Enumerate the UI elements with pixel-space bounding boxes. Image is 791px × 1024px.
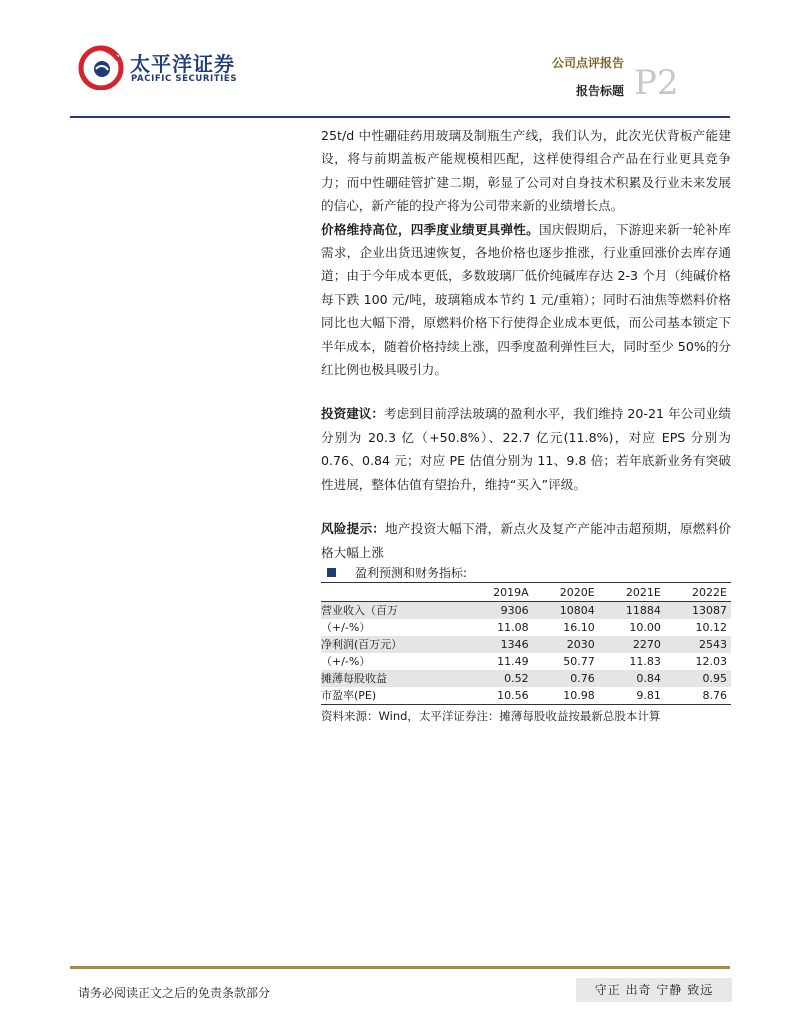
table-cell: 10.12 xyxy=(695,621,727,634)
paragraph-risk xyxy=(321,517,731,564)
table-cell: 10.00 xyxy=(629,621,661,634)
logo-chinese-name: 太平洋证券 xyxy=(130,52,235,76)
table-cell: 50.77 xyxy=(563,655,595,668)
row-label: （+/-%） xyxy=(321,621,371,634)
table-row xyxy=(321,670,731,687)
footer-divider xyxy=(70,966,730,969)
column-header xyxy=(321,583,466,602)
logo-english-name: PACIFIC SECURITIES xyxy=(131,74,238,84)
table-cell: 9306 xyxy=(466,602,533,620)
table-cell: 0.95 xyxy=(665,670,731,687)
table-cell: 0.76 xyxy=(533,670,599,687)
table-cell: 0.84 xyxy=(599,670,665,687)
paragraph-capacity xyxy=(321,124,731,218)
table-cell: 10804 xyxy=(533,602,599,620)
column-header: 2020E xyxy=(533,583,599,602)
report-body xyxy=(321,124,731,564)
column-header: 2021E xyxy=(599,583,665,602)
page-number: P2 xyxy=(634,63,679,103)
footer-motto: 守正 出奇 宁静 致远 xyxy=(576,978,732,1002)
table-cell: 16.10 xyxy=(563,621,595,634)
table-cell: 13087 xyxy=(665,602,731,620)
paragraph-capacity-text: 25t/d 中性硼硅药用玻璃及制瓶生产线，我们认为，此次光伏背板产能建设，将与前期盖板产能规模相匹配，这样使得组合产品在行业更具竞争力；而中性硼硅管扩建二期，彰显了公司对自身技术积累及行业未来发展的信心，新产能的投产将为公司带来新的业绩增长点。 xyxy=(321,128,731,214)
table-row xyxy=(321,653,731,670)
table-row xyxy=(321,636,731,653)
table-cell: 11.08 xyxy=(497,621,529,634)
header-divider xyxy=(70,116,730,118)
table-cell: 2270 xyxy=(599,636,665,653)
paragraph-price-text: 国庆假期后，下游迎来新一轮补库需求，企业出货迅速恢复，各地价格也逐步推涨，行业重回涨价去库存通道；由于今年成本更低，多数玻璃厂低价纯碱库存达 2-3 个月（纯碱价格每下跌 100 元/吨，玻璃箱成本节约 1 元/重箱）；同时石油焦等燃料价格同比也大幅下滑，原燃料价格下行使得企业成本更低，而公司基本锁定下半年成本，随着价格持续上涨，四季度盈利弹性巨大，同时至少 50%的分红比例也极具吸引力。 xyxy=(321,221,732,378)
report-title: 报告标题 xyxy=(575,84,624,98)
table-cell: 2030 xyxy=(533,636,599,653)
table-title xyxy=(321,564,731,582)
table-header-row xyxy=(321,583,731,602)
report-type: 公司点评报告 xyxy=(551,56,624,70)
table-cell: 10.98 xyxy=(533,687,599,705)
table-row xyxy=(321,602,731,620)
table-cell: 0.52 xyxy=(466,670,533,687)
company-logo xyxy=(78,44,238,90)
table-row xyxy=(321,619,731,636)
table-row xyxy=(321,687,731,705)
column-header: 2022E xyxy=(665,583,731,602)
square-bullet-icon xyxy=(327,568,336,577)
investment-advice-lead: 投资建议： xyxy=(321,406,384,422)
table-cell: 9.81 xyxy=(599,687,665,705)
risk-text: 地产投资大幅下滑，新点火及复产产能冲击超预期，原燃料价格大幅上涨 xyxy=(321,521,732,560)
row-label: 市盈率(PE) xyxy=(321,687,466,705)
table-title-text: 盈利预测和财务指标: xyxy=(355,566,468,580)
table-cell: 8.76 xyxy=(665,687,731,705)
row-label: 摊薄每股收益 xyxy=(321,670,466,687)
paragraph-price xyxy=(321,218,731,382)
table-cell: 11.83 xyxy=(629,655,661,668)
row-label: （+/-%） xyxy=(321,655,371,668)
risk-lead: 风险提示： xyxy=(321,521,386,537)
row-label: 营业收入（百万 xyxy=(321,602,466,620)
table-source-note: 资料来源：Wind，太平洋证券注：摊薄每股收益按最新总股本计算 xyxy=(321,709,661,723)
row-label: 净利润(百万元） xyxy=(321,636,466,653)
table-cell: 10.56 xyxy=(466,687,533,705)
investment-advice-text: 考虑到目前浮法玻璃的盈利水平，我们维持 20-21 年公司业绩分别为 20.3 亿（+50.8%）、22.7 亿元(11.8%)，对应 EPS 分别为 0.76、0.84 元；对应 PE 估值分别为 11、9.8 倍；若年底新业务有突破性进展，整体估值有望抬升，维持“买入”评级。 xyxy=(321,406,731,492)
column-header: 2019A xyxy=(466,583,533,602)
table-cell: 1346 xyxy=(466,636,533,653)
paragraph-investment-advice xyxy=(321,402,731,496)
financial-forecast-section xyxy=(321,564,731,724)
table-cell: 11884 xyxy=(599,602,665,620)
financial-forecast-table xyxy=(321,582,731,705)
paragraph-price-lead: 价格维持高位，四季度业绩更具弹性。 xyxy=(321,221,539,237)
table-cell: 11.49 xyxy=(497,655,529,668)
footer-disclaimer: 请务必阅读正文之后的免责条款部分 xyxy=(78,986,271,1000)
pacific-securities-logo-icon xyxy=(78,44,124,90)
table-cell: 2543 xyxy=(665,636,731,653)
table-cell: 12.03 xyxy=(695,655,727,668)
